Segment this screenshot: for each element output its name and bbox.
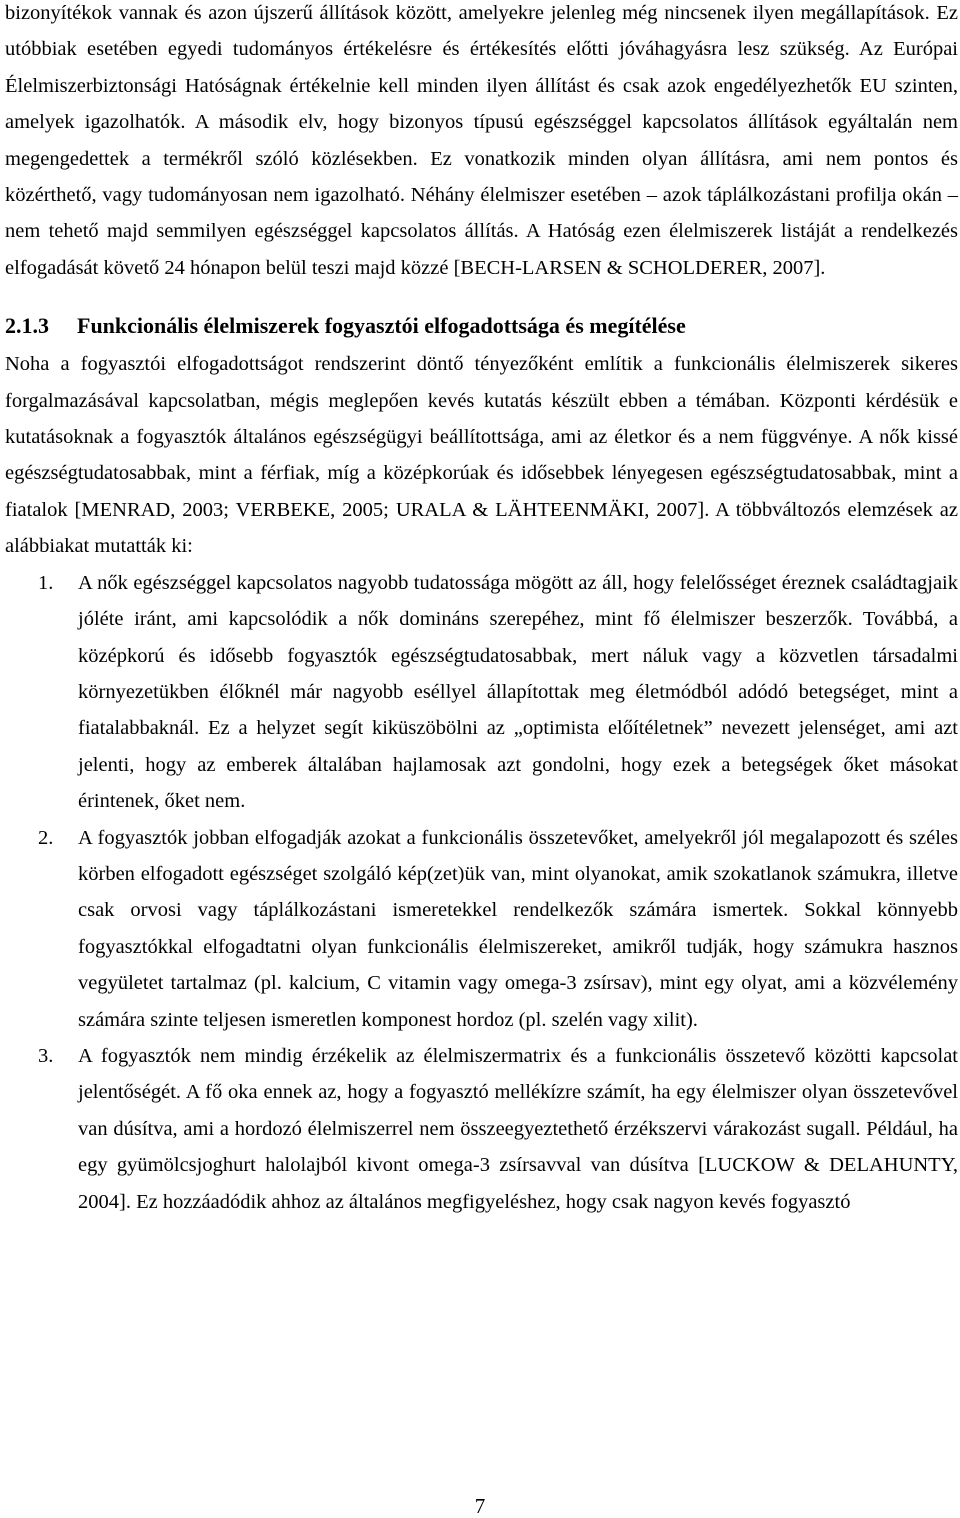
list-item-text: A fogyasztók nem mindig érzékelik az élelmiszermatrix és a funkcionális összetevő közötti kapcsolat jelentőségét. A fő oka ennek az, hogy a fogyasztó mellékízre számít, ha egy élelmiszer olyan összetevővel van dúsítva, ami a hordozó élelmiszerrel nem összeegyeztethető érzékszervi várakozást sugall. Például, ha egy gyümölcsjoghurt halolajból kivont omega-3 zsírsavval van dúsítva [LUCKOW & DELAHUNTY, 2004]. Ez hozzáadódik ahhoz az általános megfigyeléshez, hogy csak nagyon kevés fogyasztó — [78, 1044, 958, 1213]
list-item-text: A nők egészséggel kapcsolatos nagyobb tudatossága mögött az áll, hogy felelősséget éreznek családtagjaik jóléte iránt, ami kapcsolódik a nők domináns szerepéhez, mint fő élelmiszer beszerzők. Továbbá, a középkorú és idősebb fogyasztók egészségtudatosabbak, mert náluk vagy a közvetlen társadalmi környezetükben élőknél már nagyobb eséllyel állapítottak meg életmódból adódó betegséget, mint a fiatalabbaknál. Ez a helyzet segít kiküszöbölni az „optimista előítéletnek” nevezett jelenséget, ami azt jelenti, hogy az emberek általában hajlamosak azt gondolni, hogy ezek a betegségek őket másokat érintenek, őket nem. — [78, 571, 958, 813]
list-item — [5, 565, 958, 820]
document-page — [5, 0, 958, 1220]
list-item — [5, 820, 958, 1038]
intro-paragraph: bizonyítékok vannak és azon újszerű állítások között, amelyekre jelenleg még nincsenek ilyen megállapítások. Ez utóbbiak esetében egyedi tudományos értékelésre és értékesítés előtti jóváhagyásra lesz szükség. Az Európai Élelmiszerbiztonsági Hatóságnak értékelnie kell minden ilyen állítást és csak azok engedélyezhetők EU szinten, amelyek igazolhatók. A második elv, hogy bizonyos típusú egészséggel kapcsolatos állítások egyáltalán nem megengedettek a termékről szóló közlésekben. Ez vonatkozik minden olyan állításra, ami nem pontos és közérthető, vagy tudományosan nem igazolható. Néhány élelmiszer esetében – azok táplálkozástani profilja okán – nem tehető majd semmilyen egészséggel kapcsolatos állítás. A Hatóság ezen élelmiszerek listáját a rendelkezés elfogadását követő 24 hónapon belül teszi majd közzé [BECH-LARSEN & SCHOLDERER, 2007]. — [5, 2, 958, 279]
section-paragraph: Noha a fogyasztói elfogadottságot rendszerint döntő tényezőként említik a funkcionális élelmiszerek sikeres forgalmazásával kapcsolatban, mégis meglepően kevés kutatás készült ebben a témában. Központi kérdésük e kutatásoknak a fogyasztók általános egészségügyi beállítottsága, ami az életkor és a nem függvénye. A nők kissé egészségtudatosabbak, mint a férfiak, míg a középkorúak és idősebbek lényegesen egészségtudatosabbak, mint a fiatalok [MENRAD, 2003; VERBEKE, 2005; URALA & LÄHTEENMÄKI, 2007]. A többváltozós elemzések az alábbiakat mutatták ki: — [5, 353, 958, 558]
list-marker: 3. — [38, 1044, 54, 1067]
list-marker: 1. — [38, 571, 54, 594]
section-number: 2.1.3 — [5, 313, 49, 339]
findings-list — [5, 565, 958, 1220]
page-number: 7 — [474, 1494, 486, 1518]
list-marker: 2. — [38, 826, 54, 849]
list-item — [5, 1038, 958, 1220]
section-title: Funkcionális élelmiszerek fogyasztói elfogadottsága és megítélése — [77, 313, 686, 339]
list-item-text: A fogyasztók jobban elfogadják azokat a funkcionális összetevőket, amelyekről jól megalapozott és széles körben elfogadott egészséget szolgáló kép(zet)ük van, mint olyanokat, amik szokatlanok számukra, illetve csak orvosi vagy táplálkozástani ismeretekkel rendelkezők számára ismertek. Sokkal könnyebb fogyasztókkal elfogadtatni olyan funkcionális élelmiszereket, amikről tudják, hogy számukra hasznos vegyületet tartalmaz (pl. kalcium, C vitamin vagy omega-3 zsírsav), mint egy olyat, ami a közvélemény számára szinte teljesen ismeretlen komponest hordoz (pl. szelén vagy xilit). — [78, 826, 958, 1031]
section-heading — [5, 308, 958, 344]
